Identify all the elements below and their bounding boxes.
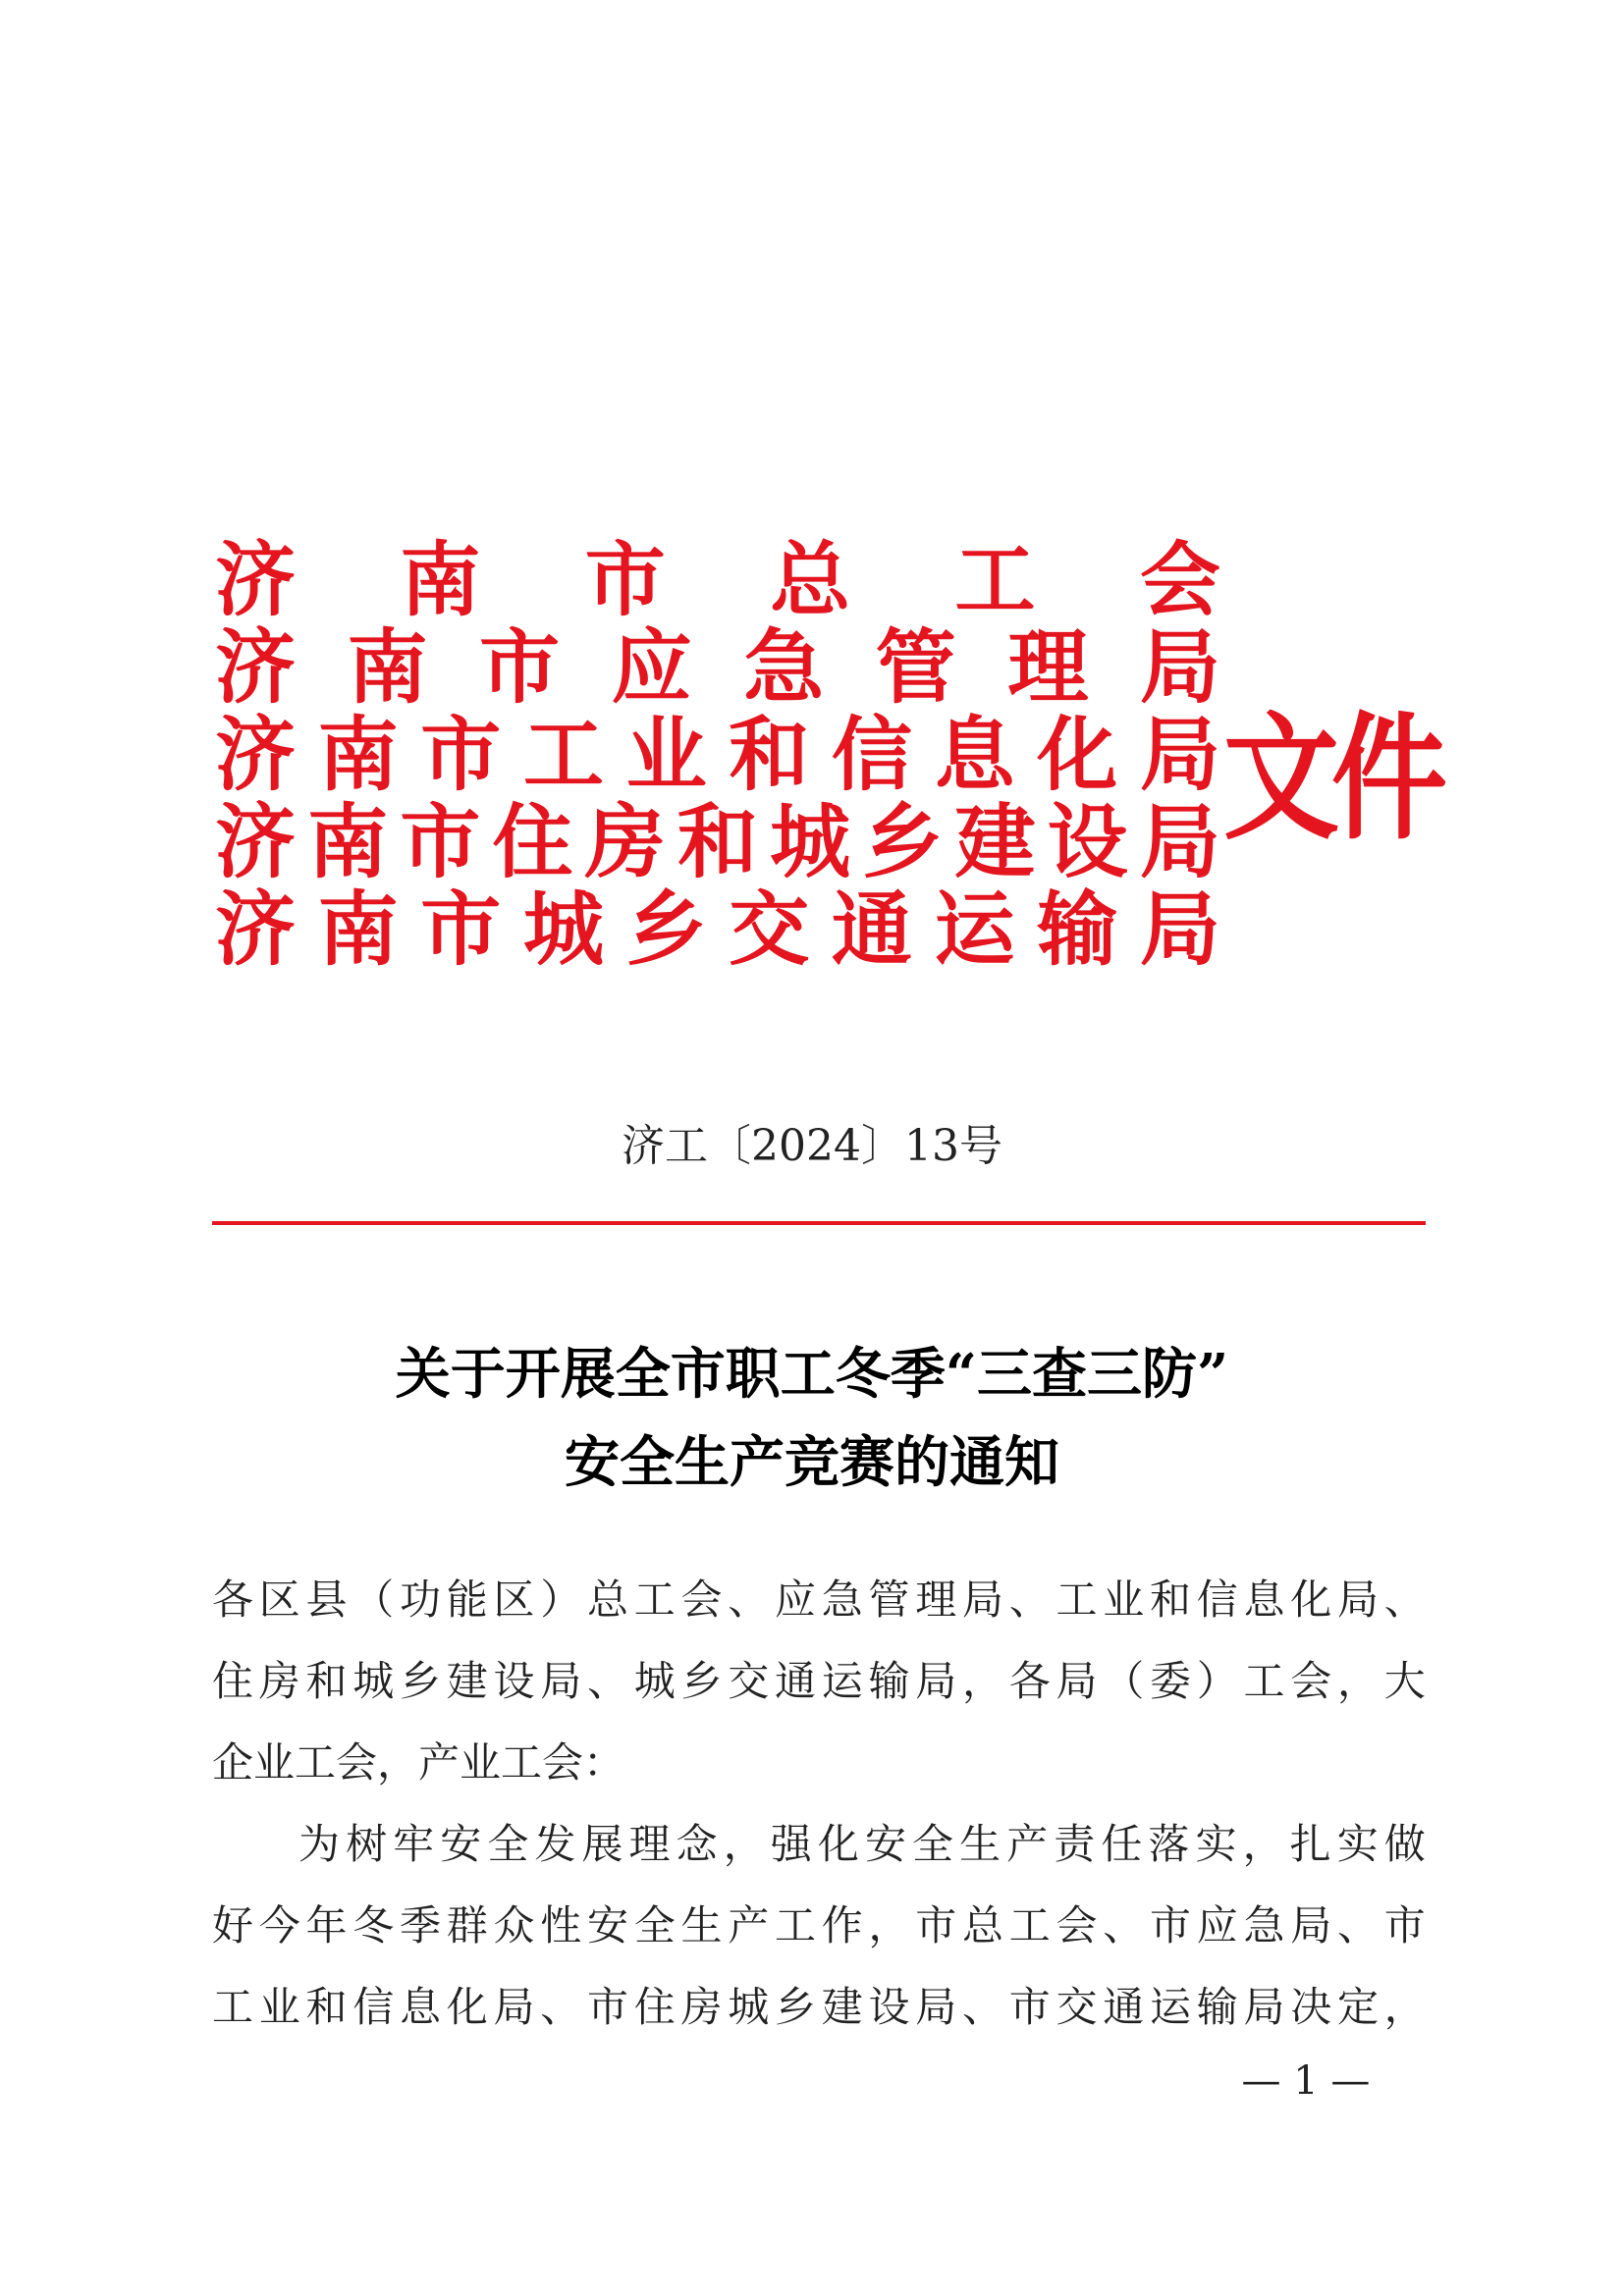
document-title <box>0 1330 1624 1507</box>
paragraph-line-1: 为 树 牢 安 全 发 展 理 念 ， 强 化 安 全 生 产 责 任 落 实 ， 扎 实 做 <box>298 1820 1426 1868</box>
title-line-2: 安全生产竞赛的通知 <box>565 1430 1059 1495</box>
document-body <box>212 1559 1426 2048</box>
paragraph-line-3: 工 业 和 信 息 化 局 、 市 住 房 城 乡 建 设 局 、 市 交 通 运 输 局 决 定 ， <box>212 1983 1426 2031</box>
page-number: — 1 — <box>1241 2058 1371 2104</box>
recipients-line-3: 企业工会，产业工会： <box>212 1738 625 1787</box>
issuing-organizations <box>212 533 1223 977</box>
org-line-2: 济 南 市 应 急 管 理 局 <box>214 620 1220 715</box>
recipients-line-2: 住 房 和 城 乡 建 设 局 、 城 乡 交 通 运 输 局 ， 各 局 （ 委 ） 工 会 ， 大 <box>212 1657 1426 1705</box>
org-line-3: 济 南 市 工 业 和 信 息 化 局 <box>214 708 1220 802</box>
org-line-5: 济 南 市 城 乡 交 通 运 输 局 <box>214 882 1220 977</box>
org-line-4: 济 南 市 住 房 和 城 乡 建 设 局 <box>214 795 1220 889</box>
paragraph-line-2: 好 今 年 冬 季 群 众 性 安 全 生 产 工 作 ， 市 总 工 会 、 市 应 急 局 、 市 <box>212 1901 1426 1949</box>
document-word: 文件 <box>1223 697 1440 859</box>
document-header <box>212 533 1440 1009</box>
red-divider <box>212 1221 1426 1225</box>
document-number: 济工〔2024〕13号 <box>622 1121 1002 1171</box>
recipients-line-1: 各 区 县 （ 功 能 区 ） 总 工 会 、 应 急 管 理 局 、 工 业 和 信 息 化 局 、 <box>212 1575 1426 1624</box>
org-line-1: 济 南 市 总 工 会 <box>214 533 1220 627</box>
title-line-1: 关于开展全市职工冬季“三查三防” <box>395 1342 1229 1407</box>
